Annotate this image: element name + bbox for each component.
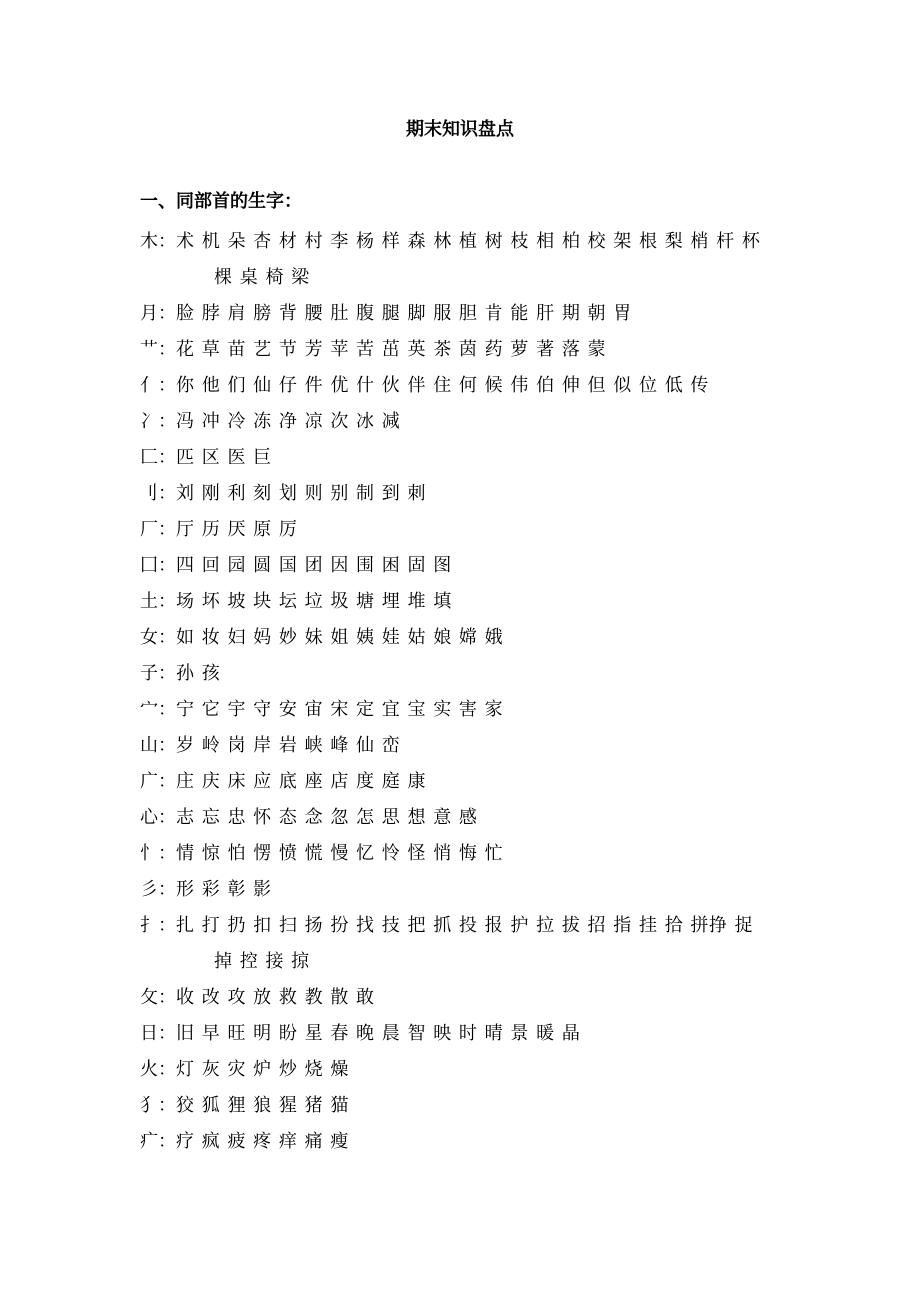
radical-row-han bbox=[140, 512, 800, 548]
character-list: 志 忘 忠 怀 态 念 忽 怎 思 想 意 感 bbox=[176, 807, 478, 828]
radical-label: 日： bbox=[140, 1023, 176, 1044]
radical-label: 广： bbox=[140, 771, 176, 792]
radical-label: 冫： bbox=[140, 411, 176, 432]
radical-row-huo bbox=[140, 1052, 800, 1088]
section-heading: 一、同部首的生字： bbox=[140, 191, 302, 212]
radical-row-quan bbox=[140, 1088, 800, 1124]
character-list: 场 坏 坡 块 坛 垃 圾 塘 埋 堆 填 bbox=[176, 591, 452, 612]
radical-row-ren bbox=[140, 368, 800, 404]
character-list: 旧 早 旺 明 盼 星 春 晚 晨 智 映 时 晴 景 暖 晶 bbox=[176, 1023, 581, 1044]
radical-label: 犭： bbox=[140, 1095, 176, 1116]
radical-row-mu bbox=[140, 224, 800, 296]
radical-label: 厂： bbox=[140, 519, 176, 540]
character-list: 庄 庆 床 应 底 座 店 度 庭 康 bbox=[176, 771, 426, 792]
character-list-continued: 棵 桌 椅 梁 bbox=[214, 267, 310, 288]
character-list: 孙 孩 bbox=[176, 663, 221, 684]
character-list: 如 妆 妇 妈 妙 妹 姐 姨 娃 姑 娘 嫦 娥 bbox=[176, 627, 504, 648]
character-list: 收 改 攻 放 救 教 散 敢 bbox=[176, 987, 375, 1008]
character-list: 灯 灰 灾 炉 炒 烧 燥 bbox=[176, 1059, 349, 1080]
character-list: 你 他 们 仙 仔 件 优 什 伙 伴 住 何 候 伟 伯 伸 但 似 位 低 传 bbox=[176, 375, 709, 396]
radical-row-nv bbox=[140, 620, 800, 656]
radical-label: 攵： bbox=[140, 987, 176, 1008]
radical-row-xin bbox=[140, 800, 800, 836]
radical-row-guang bbox=[140, 764, 800, 800]
radical-label: 土： bbox=[140, 591, 176, 612]
radical-row-shan-pie bbox=[140, 872, 800, 908]
radical-label: 木： bbox=[140, 231, 176, 252]
radical-label: 扌： bbox=[140, 915, 176, 936]
radical-label: 艹： bbox=[140, 339, 176, 360]
radical-label: 山： bbox=[140, 735, 176, 756]
radical-row-cao bbox=[140, 332, 800, 368]
character-list: 术 机 朵 杏 材 村 李 杨 样 森 林 植 树 枝 相 柏 校 架 根 梨 梢 杆 杯 bbox=[176, 231, 761, 252]
radical-label: 匚： bbox=[140, 447, 176, 468]
radical-row-dao bbox=[140, 476, 800, 512]
document-title: 期末知识盘点 bbox=[406, 119, 514, 140]
radical-row-shuxin bbox=[140, 836, 800, 872]
character-list-continued: 掉 控 接 掠 bbox=[214, 951, 310, 972]
character-list: 岁 岭 岗 岸 岩 峡 峰 仙 峦 bbox=[176, 735, 401, 756]
character-list: 形 彩 彰 影 bbox=[176, 879, 272, 900]
radical-row-fang bbox=[140, 440, 800, 476]
radical-label: 囗： bbox=[140, 555, 176, 576]
character-list: 宁 它 宇 守 安 宙 宋 定 宜 宝 实 害 家 bbox=[176, 699, 504, 720]
character-list: 狡 狐 狸 狼 猩 猪 猫 bbox=[176, 1095, 349, 1116]
radical-label: 女： bbox=[140, 627, 176, 648]
radical-row-shan bbox=[140, 728, 800, 764]
character-list: 情 惊 怕 愣 愤 慌 慢 忆 怜 怪 悄 悔 忙 bbox=[176, 843, 504, 864]
radical-label: 宀： bbox=[140, 699, 176, 720]
radical-row-yue bbox=[140, 296, 800, 332]
radical-row-mian bbox=[140, 692, 800, 728]
radical-label: 疒： bbox=[140, 1131, 176, 1152]
character-list: 刘 刚 利 刻 划 则 别 制 到 刺 bbox=[176, 483, 426, 504]
radical-label: 彡： bbox=[140, 879, 176, 900]
character-list: 脸 脖 肩 膀 背 腰 肚 腹 腿 脚 服 胆 肯 能 肝 期 朝 胃 bbox=[176, 303, 632, 324]
radical-label: 刂： bbox=[140, 483, 176, 504]
radical-row-shou bbox=[140, 908, 800, 980]
character-list: 扎 打 扔 扣 扫 扬 扮 找 技 把 抓 投 报 护 拉 拔 招 指 挂 拾 拼挣 捉 bbox=[176, 915, 754, 936]
radical-list bbox=[140, 224, 800, 1160]
radical-row-bing bbox=[140, 404, 800, 440]
radical-label: 心： bbox=[140, 807, 176, 828]
radical-row-zi bbox=[140, 656, 800, 692]
character-list: 花 草 苗 艺 节 芳 苹 苦 茁 英 茶 茵 药 萝 著 落 蒙 bbox=[176, 339, 607, 360]
character-list: 四 回 园 圆 国 团 因 围 困 固 图 bbox=[176, 555, 452, 576]
radical-row-ri bbox=[140, 1016, 800, 1052]
radical-label: 忄： bbox=[140, 843, 176, 864]
radical-row-bing-ill bbox=[140, 1124, 800, 1160]
radical-row-wei bbox=[140, 548, 800, 584]
radical-label: 火： bbox=[140, 1059, 176, 1080]
character-list: 冯 冲 冷 冻 净 凉 次 冰 减 bbox=[176, 411, 401, 432]
character-list: 厅 历 厌 原 厉 bbox=[176, 519, 298, 540]
radical-label: 子： bbox=[140, 663, 176, 684]
radical-row-wen bbox=[140, 980, 800, 1016]
character-list: 疗 疯 疲 疼 痒 痛 瘦 bbox=[176, 1131, 349, 1152]
radical-label: 亻： bbox=[140, 375, 176, 396]
radical-row-tu bbox=[140, 584, 800, 620]
character-list: 匹 区 医 巨 bbox=[176, 447, 272, 468]
radical-label: 月： bbox=[140, 303, 176, 324]
